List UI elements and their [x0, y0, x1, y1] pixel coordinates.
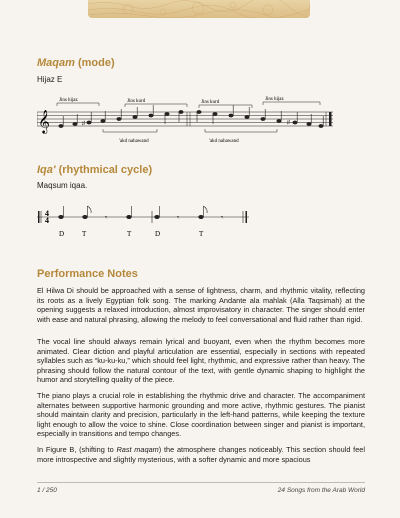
maqam-heading-rest: (mode)	[74, 57, 115, 69]
syllable-3: T	[127, 230, 132, 238]
maqam-notes	[59, 105, 323, 128]
performance-paragraph-1: El Hilwa Di should be approached with a sense of lightness, charm, and rhythmic vitality, reflecting its roots as a lively Egyptian folk song. The marking Andante ala mahlak (Alla Taqsimah) at the opening suggests a relaxed introduction, almost improvisatory in character. The singer should enter with ease and natural phrasing, allowing the melody to feel conversational and fluid rather than rigid.	[37, 286, 365, 324]
p4-italic: Rast maqam	[116, 445, 159, 454]
header-banner	[88, 0, 310, 18]
maqam-subtitle: Hijaz E	[37, 75, 63, 84]
jins-label-4: Jins hijaz	[265, 97, 284, 102]
maqam-heading	[37, 57, 115, 69]
jins-label-3: Jins kurd	[201, 100, 220, 105]
performance-paragraph-2: The vocal line should always remain lyrical and buoyant, even when the rhythm becomes more animated. Clear diction and playful articulation are essential, especially in sections with repeated syllables such as “ku-ku-ku,” which should feel light, rhythmic, and expressive rather than heavy. The phrasing should follow the natural contour of the text, with gentle dynamic shaping to highlight the humor and storytelling quality of the piece.	[37, 337, 365, 384]
p4-end: ) the atmosphere changes noticeably. This section should feel more introspective and slightly mysterious, with a softer dynamic and more spacious	[37, 445, 366, 464]
svg-text:𝄾: 𝄾	[221, 213, 224, 222]
iqa-notes	[59, 206, 224, 222]
jins-label-2: Jins kurd	[127, 99, 146, 104]
svg-text:♯: ♯	[82, 121, 85, 127]
time-sig-bottom: 4	[45, 216, 49, 225]
performance-paragraph-4	[37, 445, 365, 464]
svg-text:𝄾: 𝄾	[105, 213, 108, 222]
footer-divider	[37, 482, 365, 483]
performance-heading: Performance Notes	[37, 268, 138, 280]
svg-text:♯: ♯	[287, 120, 290, 126]
iqa-heading-rest: (rhythmical cycle)	[55, 164, 153, 176]
iqa-heading-italic: Iqa'	[37, 164, 56, 176]
maqam-staff	[37, 92, 337, 154]
banner-texture	[88, 0, 310, 18]
akd-label-1: 'akd nahawand	[119, 139, 149, 144]
jins-label-1: Jins hijaz	[59, 98, 78, 103]
iqa-subtitle: Maqsum iqaa.	[37, 181, 88, 190]
svg-text:𝄾: 𝄾	[177, 213, 180, 222]
treble-clef: 𝄞	[38, 111, 50, 133]
syllable-5: T	[199, 230, 204, 238]
book-title: 24 Songs from the Arab World	[277, 487, 365, 494]
maqam-heading-italic: Maqam	[37, 57, 75, 69]
syllable-1: D	[59, 230, 65, 238]
syllable-2: T	[82, 230, 87, 238]
akd-label-2: 'akd nahawand	[209, 139, 239, 144]
iqa-rhythm-staff	[37, 200, 267, 242]
time-sig-top: 4	[45, 209, 49, 218]
page-number: 1 / 250	[37, 487, 57, 494]
iqa-heading	[37, 164, 152, 176]
syllable-4: D	[155, 230, 161, 238]
performance-paragraph-3: The piano plays a crucial role in establishing the rhythmic drive and character. The accompaniment alternates between supportive harmonic grounding and more active, rhythmic gestures. The pianist should maintain clarity and precision, particularly in the left-hand patterns, while keeping the texture light enough to allow the voice to shine. Close coordination between singer and pianist is important, especially in transitions and tempo changes.	[37, 391, 365, 438]
p4-start: In Figure B, (shifting to	[37, 445, 117, 454]
